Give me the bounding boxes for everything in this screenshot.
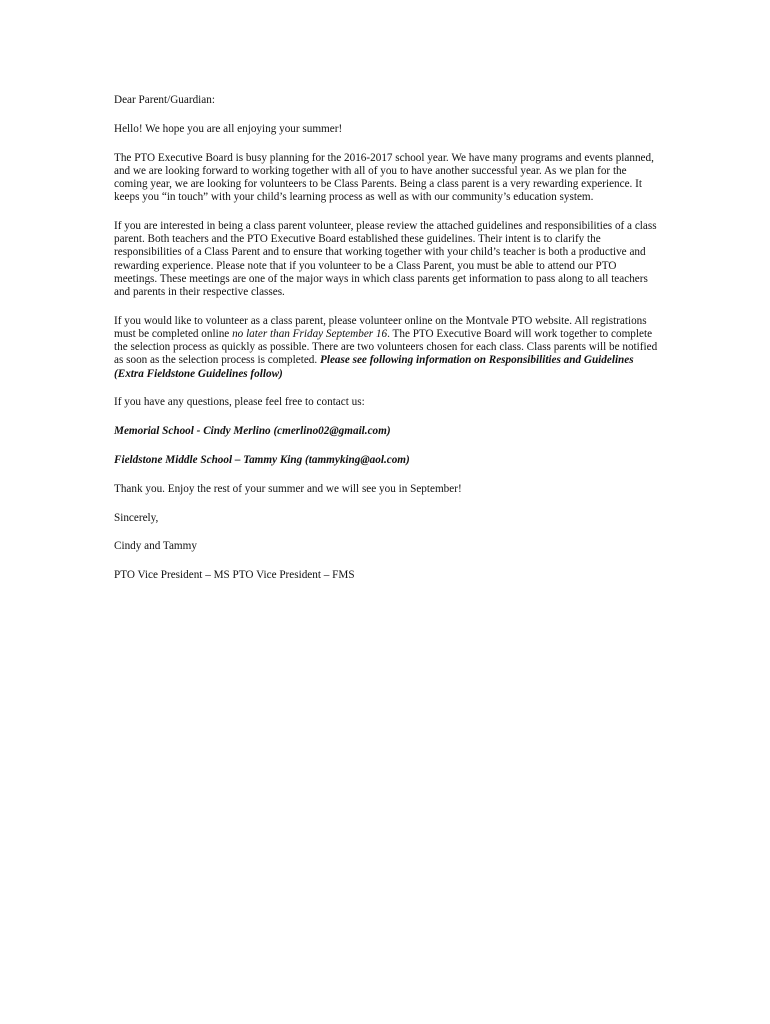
letter-body [114,94,660,598]
greeting: Hello! We hope you are all enjoying your summer! [114,122,343,135]
questions-line: If you have any questions, please feel free to contact us: [114,396,365,409]
responsibilities-note: Please see following information on Responsibilities and Guidelines (Extra Fieldstone Guidelines follow) [114,354,634,380]
contact-fieldstone: Fieldstone Middle School – Tammy King (tammyking@aol.com) [114,454,410,467]
thanks-line: Thank you. Enjoy the rest of your summer and we will see you in September! [114,482,462,495]
contact-memorial: Memorial School - Cindy Merlino (cmerlino02@gmail.com) [114,425,391,438]
registration-text: If you would like to volunteer as a class parent, please volunteer online on the Montvale PTO website. All registrations must be completed online [114,314,647,341]
registration-text-continued: . The PTO Executive Board will work together to complete the selection process as quickly as possible. There are two volunteers chosen for each class. Class parents will be notified as soon as the selection process is completed. [114,328,658,367]
paragraph-planning: The PTO Executive Board is busy planning for the 2016-2017 school year. We have many programs and events planned, and we are looking forward to working together with all of you to have another successful year. As we plan for the coming year, we are looking for volunteers to be Class Parents. Being a class parent is a very rewarding experience. It keeps you “in touch” with your child’s learning process as well as with our community’s education system. [114,151,654,204]
closing: Sincerely, [114,511,159,524]
signer-titles: PTO Vice President – MS PTO Vice President – FMS [114,569,355,582]
paragraph-guidelines: If you are interested in being a class parent volunteer, please review the attached guidelines and responsibilities of a class parent. Both teachers and the PTO Executive Board established these guidelines. Their intent is to clarify the responsibilities of a Class Parent and to ensure that working together with your child’s teacher is both a productive and rewarding experience. Please note that if you volunteer to be a Class Parent, you must be able to attend our PTO meetings. These meetings are one of the major ways in which class parents get information to pass along to all teachers and parents in their respective classes. [114,220,657,299]
salutation: Dear Parent/Guardian: [114,94,215,106]
registration-deadline: no later than Friday September 16 [232,328,388,341]
signers: Cindy and Tammy [114,540,197,553]
paragraph-registration [114,315,660,381]
